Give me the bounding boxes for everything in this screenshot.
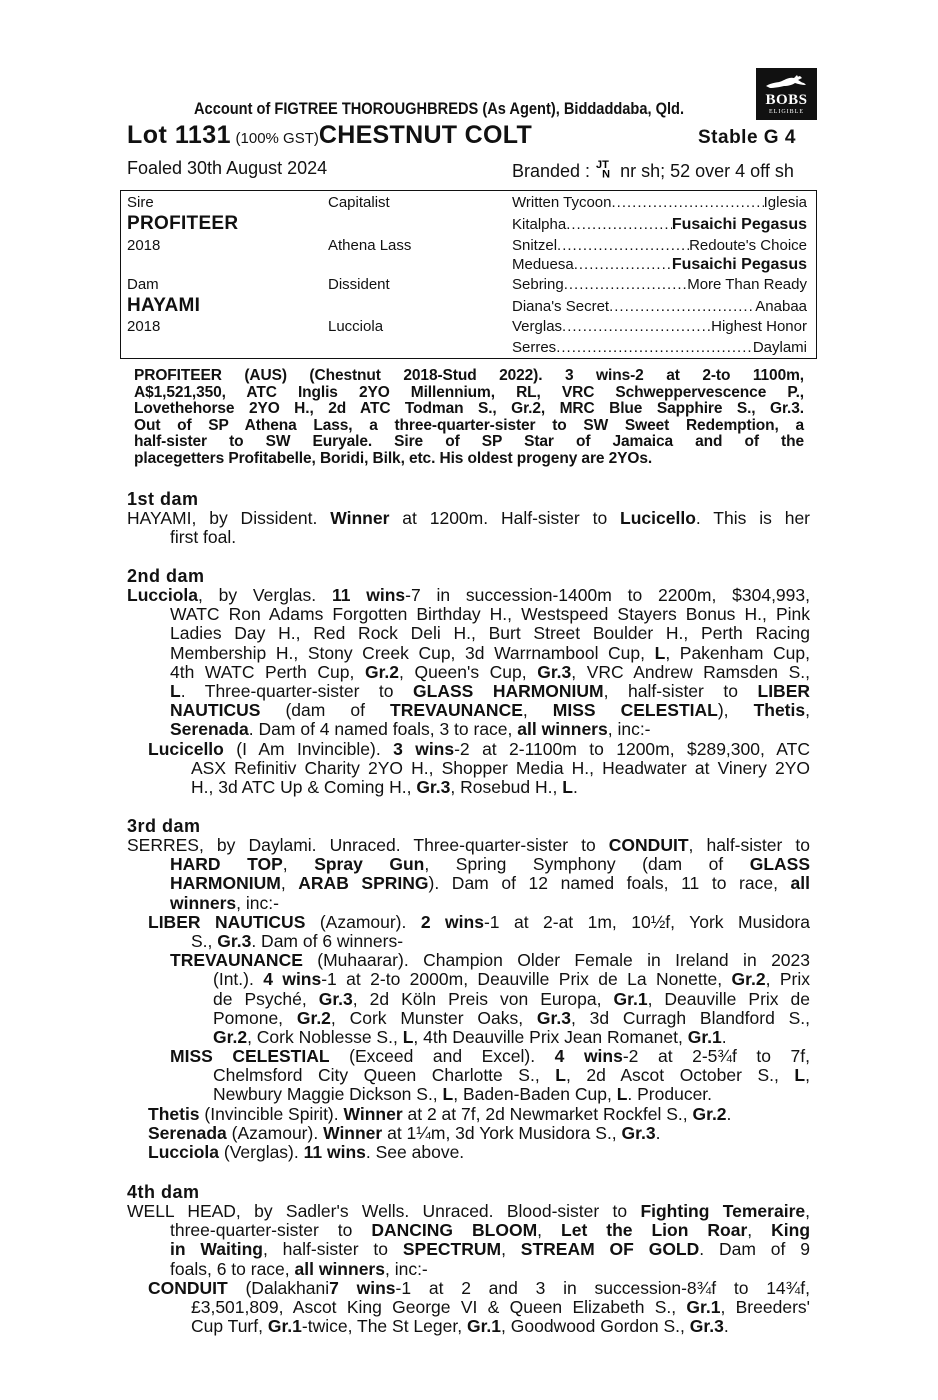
bold-text: Fighting Temeraire: [640, 1201, 806, 1221]
text-fragment: ,: [282, 854, 315, 875]
text-fragment: three-quarter-sister to: [170, 1220, 372, 1241]
text-fragment: (Verglas).: [219, 1142, 304, 1162]
sire-summary-line: Out of SP Athena Lass, a three-quarter-sister to SW Sweet Redemption, a: [134, 416, 804, 434]
text-fragment: HAYAMI, by Dissident.: [127, 508, 331, 528]
bold-text: HARMONIUM: [170, 873, 281, 894]
text-line: [213, 1066, 810, 1085]
grandsire-maternal: Dissident: [328, 276, 390, 293]
text-fragment: foals, 6 to race,: [170, 1258, 295, 1279]
sire-summary-line: PROFITEER (AUS) (Chestnut 2018-Stud 2022). 3 wins-2 at 2-to 1100m,: [134, 367, 804, 384]
ancestor-right: Iglesia: [763, 194, 807, 211]
bold-text: 11 wins: [331, 585, 406, 605]
leader-dots: [556, 339, 753, 356]
text-fragment: -1 at 2-to 2000m, Deauville Prix de La Nonette,: [321, 969, 732, 990]
bold-text: all winners: [294, 1258, 385, 1279]
logo-brand: BOBS: [765, 92, 808, 108]
text-fragment: .: [723, 1316, 729, 1337]
text-line: ASX Refinitiv Charity 2YO H., Shopper Media H., Headwater at Vinery 2YO: [191, 757, 810, 778]
leader-dots: [574, 256, 672, 274]
brand-info: [512, 158, 794, 182]
pedigree-row: [512, 194, 807, 211]
bold-text: NAUTICUS: [170, 700, 261, 721]
bold-text: MISS CELESTIAL: [552, 700, 718, 721]
bold-text: Gr.2: [213, 1026, 248, 1047]
text-fragment: -7 in succession-1400m to 2200m, $304,993,: [405, 585, 810, 605]
ancestor-right: Redoute's Choice: [689, 237, 807, 254]
lot-number: Lot 1131: [127, 121, 232, 149]
grandsire-paternal: Capitalist: [328, 194, 390, 211]
text-fragment: . Dam of 4 named foals, 3 to race,: [248, 719, 518, 740]
sire-summary-line: half-sister to SW Euryale. Sire of SP Star of Jamaica and of the: [134, 433, 804, 450]
text-fragment: . This is her: [695, 508, 811, 528]
bold-text: L: [402, 1026, 414, 1047]
text-line: [213, 990, 810, 1009]
text-line: [170, 951, 810, 970]
text-fragment: , inc:-: [384, 1258, 428, 1279]
text-fragment: , 3d Curragh Blandford S.,: [570, 1007, 811, 1028]
text-fragment: Newbury Maggie Dickson S.,: [213, 1084, 443, 1105]
text-fragment: (I Am Invincible).: [223, 738, 394, 759]
bold-text: all winners: [517, 719, 608, 740]
text-line: [191, 1298, 810, 1317]
text-fragment: . Three-quarter-sister to: [180, 680, 414, 701]
ancestor-left: Kitalpha: [512, 216, 567, 233]
text-fragment: WELL HEAD, by Sadler's Wells. Unraced. Blood-sister to: [127, 1201, 641, 1221]
text-fragment: de Psyché,: [213, 988, 319, 1009]
text-line: [148, 1279, 810, 1298]
bold-text: Winner: [323, 1122, 383, 1143]
text-line: [127, 1085, 810, 1104]
bold-text: TREVAUNANCE: [390, 700, 523, 721]
branded-rest: nr sh; 52 over 4 off sh: [620, 161, 794, 181]
branded-label: Branded :: [512, 161, 591, 181]
text-fragment: Membership H., Stony Creek Cup, 3d Warrnambool Cup,: [170, 642, 655, 663]
bold-text: CONDUIT: [148, 1277, 228, 1298]
pedigree-row: [512, 256, 807, 274]
third-dam-heading: 3rd dam: [127, 816, 201, 836]
leader-dots: [612, 194, 764, 211]
text-line: [170, 855, 810, 874]
text-fragment: , Breeders': [720, 1296, 810, 1317]
bold-text: Lucciola: [148, 1142, 219, 1162]
text-line: [127, 1028, 810, 1047]
text-fragment: S.,: [191, 930, 218, 951]
text-fragment: ). Dam of 12 named foals, 11 to race,: [428, 873, 791, 894]
ancestor-right: Highest Honor: [711, 318, 807, 335]
bold-text: all: [790, 873, 810, 894]
svg-text:N: N: [602, 167, 611, 179]
bold-text: 3 wins: [393, 738, 455, 759]
sire-label: Sire: [127, 194, 154, 211]
bold-text: CONDUIT: [608, 835, 689, 855]
text-fragment: Pomone,: [213, 1007, 297, 1028]
leader-dots: [557, 237, 689, 254]
bold-text: Gr.3: [689, 1316, 724, 1337]
text-fragment: Cup Turf,: [191, 1316, 268, 1337]
bold-text: Winner: [343, 1103, 403, 1124]
text-fragment: -1 at 2-at 1m, 10½f, York Musidora: [483, 911, 810, 932]
sire-summary-line: A$1,521,350, ATC Inglis 2YO Millennium, RL, VRC Schweppervescence P.,: [134, 383, 804, 401]
bold-text: King: [771, 1220, 811, 1241]
logo-sub: ELIGIBLE: [769, 109, 804, 115]
ancestor-left: Diana's Secret: [512, 298, 610, 315]
bold-text: Gr.1: [466, 1316, 502, 1337]
ancestor-left: Verglas: [512, 318, 563, 335]
text-fragment: ,: [805, 1201, 810, 1221]
bold-text: 4 wins: [554, 1046, 623, 1067]
text-fragment: (Azamour).: [226, 1122, 324, 1143]
bold-text: HARD TOP: [170, 854, 283, 875]
third-dam-text: [127, 836, 810, 1162]
bold-text: L: [442, 1084, 454, 1105]
bold-text: TREVAUNANCE: [170, 950, 303, 971]
text-line: [127, 1143, 810, 1162]
sire-name: PROFITEER: [127, 213, 239, 234]
text-line: [127, 1202, 810, 1221]
bold-text: 2 wins: [420, 911, 484, 932]
stable-number: Stable G 4: [698, 127, 796, 148]
bold-text: L: [555, 1065, 566, 1086]
text-fragment: , Baden-Baden Cup,: [453, 1084, 617, 1105]
granddam-maternal: Lucciola: [328, 318, 384, 335]
sire-summary: [134, 368, 804, 467]
text-fragment: ),: [717, 700, 754, 721]
text-fragment: . Dam of 6 winners-: [251, 930, 404, 951]
bold-text: STREAM OF GOLD: [520, 1239, 700, 1260]
jt-brand-icon: [595, 158, 615, 180]
bold-text: Serenada: [148, 1122, 227, 1143]
bold-text: Spray Gun: [314, 854, 425, 875]
text-fragment: (Exceed and Excel).: [329, 1046, 555, 1067]
bold-text: Gr.2: [296, 1007, 331, 1028]
bold-text: Gr.3: [318, 988, 353, 1009]
lot-line: [127, 121, 532, 150]
pedigree-row: [512, 237, 807, 254]
text-line: [127, 1124, 810, 1143]
text-line: [170, 1240, 810, 1259]
bold-text: GLASS: [749, 854, 811, 875]
ancestor-right: Anabaa: [755, 298, 807, 315]
bold-text: Lucicello: [148, 738, 224, 759]
bold-text: L: [654, 642, 666, 663]
bold-text: LIBER: [757, 680, 810, 701]
pedigree-row: [512, 339, 807, 356]
ancestor-right: Daylami: [752, 339, 807, 356]
bold-text: ARAB SPRING: [298, 873, 429, 894]
text-fragment: -twice, The St Leger,: [301, 1316, 467, 1337]
text-fragment: , VRC Andrew Ramsden S.,: [571, 661, 811, 682]
ancestor-left: Serres: [512, 339, 557, 356]
fourth-dam-heading: 4th dam: [127, 1182, 200, 1202]
text-fragment: , inc:-: [607, 719, 651, 740]
bold-text: L: [562, 776, 573, 797]
bold-text: 7 wins: [329, 1277, 396, 1298]
text-line: [127, 720, 810, 739]
bold-text: L: [794, 1065, 806, 1086]
vendor-account: Account of FIGTREE THOROUGHBREDS (As Agent), Biddaddaba, Qld.: [194, 99, 685, 118]
text-line: [148, 740, 810, 759]
first-dam-heading: 1st dam: [127, 489, 199, 509]
text-fragment: , half-sister to: [688, 835, 810, 855]
text-fragment: (dam of: [260, 700, 390, 721]
ancestor-right: Fusaichi Pegasus: [671, 216, 807, 233]
text-line: [170, 682, 810, 701]
text-fragment: £3,501,809, Ascot King George VI & Queen Elizabeth S.,: [191, 1296, 687, 1317]
text-fragment: -1 at 2 and 3 in succession-8¾f to 14¾f,: [395, 1277, 810, 1298]
leader-dots: [566, 216, 672, 234]
ancestor-right: Fusaichi Pegasus: [671, 256, 807, 273]
ancestor-left: Meduesa: [512, 256, 574, 273]
ancestor-left: Written Tycoon: [512, 194, 612, 211]
bold-text: in Waiting: [170, 1239, 263, 1260]
text-fragment: ,: [280, 873, 299, 894]
text-fragment: , Queen's Cup,: [399, 661, 538, 682]
sire-summary-line: Lovethehorse 2YO H., 2d ATC Todman S., Gr.2, MRC Blue Sapphire S., Gr.3.: [134, 400, 804, 417]
bold-text: Gr.1: [267, 1316, 302, 1337]
text-fragment: ,: [522, 700, 553, 721]
horse-icon: [764, 74, 808, 90]
text-fragment: H., 3d ATC Up & Coming H.,: [191, 776, 417, 797]
text-fragment: at 2 at 7f, 2d Newmarket Rockfel S.,: [402, 1103, 693, 1124]
foaled-date: Foaled 30th August 2024: [127, 158, 328, 178]
text-line: [127, 894, 810, 913]
text-line: [170, 1221, 810, 1240]
leader-dots: [562, 318, 711, 335]
text-fragment: at 1200m. Half-sister to: [389, 508, 621, 528]
text-fragment: , inc:-: [236, 892, 279, 913]
granddam-paternal: Athena Lass: [328, 237, 412, 254]
second-dam-text: [127, 586, 810, 797]
text-fragment: ,: [537, 1220, 562, 1241]
bold-text: Serenada: [170, 719, 249, 740]
bold-text: LIBER NAUTICUS: [148, 911, 306, 932]
text-fragment: (Dalakhani: [227, 1277, 330, 1298]
bold-text: SPECTRUM: [402, 1239, 502, 1260]
bold-text: MISS CELESTIAL: [170, 1046, 330, 1067]
bold-text: L: [170, 680, 181, 701]
bold-text: Gr.3: [416, 776, 451, 797]
text-fragment: , 2d Köln Preis von Europa,: [352, 988, 614, 1009]
bold-text: Gr.2: [731, 969, 766, 990]
text-line: [127, 1260, 810, 1279]
text-fragment: , Cork Munster Oaks,: [330, 1007, 537, 1028]
pedigree-row: [512, 216, 807, 234]
text-fragment: . Producer.: [627, 1084, 713, 1105]
text-fragment: -2 at 2-5¾f to 7f,: [622, 1046, 811, 1067]
text-fragment: (Int.).: [213, 969, 264, 990]
bold-text: L: [616, 1084, 628, 1105]
text-fragment: , 4th Deauville Prix Jean Romanet,: [413, 1026, 688, 1047]
text-fragment: , by Verglas.: [198, 585, 332, 605]
text-line: [127, 778, 810, 797]
text-fragment: ,: [805, 1065, 810, 1086]
ancestor-left: Snitzel: [512, 237, 558, 254]
pedigree-table: [120, 190, 817, 359]
bold-text: Gr.3: [536, 1007, 571, 1028]
text-fragment: , Deauville Prix de: [647, 988, 810, 1009]
leader-dots: [564, 276, 688, 293]
lot-title: CHESTNUT COLT: [318, 121, 533, 149]
text-line: [170, 874, 810, 893]
bold-text: DANCING BLOOM: [371, 1220, 538, 1241]
text-fragment: (Azamour).: [305, 911, 421, 932]
text-line: Ladies Day H., Red Rock Deli H., Burt Street Boulder H., Perth Racing: [170, 623, 810, 644]
bold-text: 11 wins: [303, 1142, 366, 1162]
pedigree-row: [512, 298, 807, 315]
text-fragment: .: [655, 1122, 661, 1143]
text-fragment: , 2d Ascot October S.,: [565, 1065, 795, 1086]
dam-label: Dam: [127, 276, 159, 293]
text-fragment: (Muhaarar). Champion Older Female in Ireland in 2023: [302, 950, 810, 971]
text-fragment: , half-sister to: [603, 680, 758, 701]
bold-text: Winner: [330, 508, 390, 528]
text-line: [127, 836, 810, 855]
text-line: [127, 586, 810, 605]
text-fragment: . Dam of 9: [699, 1239, 810, 1260]
bold-text: Thetis: [753, 700, 806, 721]
bold-text: Gr.1: [687, 1026, 722, 1047]
text-fragment: .: [721, 1026, 727, 1047]
text-fragment: , Rosebud H.,: [450, 776, 563, 797]
text-fragment: , Cork Noblesse S.,: [247, 1026, 403, 1047]
text-line: [170, 1047, 810, 1066]
text-fragment: , Pakenham Cup,: [665, 642, 810, 663]
bold-text: Gr.3: [621, 1122, 656, 1143]
text-fragment: , Goodwood Gordon S.,: [501, 1316, 690, 1337]
bold-text: Thetis: [148, 1103, 200, 1124]
bold-text: Lucciola: [127, 585, 198, 605]
text-fragment: ,: [747, 1220, 772, 1241]
first-dam-text: [127, 509, 810, 547]
text-line: [127, 1317, 810, 1336]
text-fragment: , half-sister to: [262, 1239, 403, 1260]
fourth-dam-text: [127, 1202, 810, 1336]
text-fragment: SERRES, by Daylami. Unraced. Three-quarter-sister to: [127, 835, 609, 855]
text-fragment: at 1¼m, 3d York Musidora S.,: [382, 1122, 622, 1143]
text-line: [213, 1009, 810, 1028]
gst-note: (100% GST): [235, 130, 319, 147]
text-line: WATC Ron Adams Forgotten Birthday H., Westspeed Stayers Bonus H., Pink: [170, 604, 810, 625]
text-fragment: . See above.: [365, 1142, 465, 1162]
bold-text: Gr.2: [364, 661, 400, 682]
bold-text: Gr.1: [686, 1296, 721, 1317]
bold-text: GLASS HARMONIUM: [413, 680, 604, 701]
text-fragment: -2 at 2-1100m to 1200m, $289,300, ATC: [454, 738, 810, 759]
pedigree-row: [512, 318, 807, 335]
text-fragment: (Invincible Spirit).: [199, 1103, 344, 1124]
text-line: first foal.: [170, 527, 237, 548]
text-fragment: 4th WATC Perth Cup,: [170, 661, 365, 682]
bold-text: Gr.3: [217, 930, 252, 951]
bold-text: Gr.2: [692, 1103, 727, 1124]
text-line: [127, 509, 810, 528]
text-fragment: , Spring Symphony (dam of: [424, 854, 750, 875]
text-fragment: Chelmsford City Queen Charlotte S.,: [213, 1065, 556, 1086]
second-dam-heading: 2nd dam: [127, 566, 205, 586]
text-line: [127, 1105, 810, 1124]
leader-dots: [609, 298, 755, 315]
text-fragment: ,: [501, 1239, 521, 1260]
text-fragment: , Prix: [765, 969, 810, 990]
text-fragment: .: [572, 776, 578, 797]
bold-text: Lucicello: [620, 508, 696, 528]
text-line: [213, 970, 810, 989]
sire-summary-line: placegetters Profitabelle, Boridi, Bilk, etc. His oldest progeny are 2YOs.: [134, 449, 653, 467]
text-line: [170, 701, 810, 720]
bold-text: Let the Lion Roar: [561, 1220, 748, 1241]
bobs-eligible-logo: [756, 68, 817, 120]
dam-name: HAYAMI: [127, 295, 201, 316]
dam-year: 2018: [127, 318, 161, 335]
ancestor-left: Sebring: [512, 276, 564, 293]
text-line: [170, 644, 810, 663]
bold-text: Gr.1: [613, 988, 648, 1009]
bold-text: Gr.3: [537, 661, 572, 682]
ancestor-right: More Than Ready: [687, 276, 807, 293]
pedigree-row: [512, 276, 807, 293]
bold-text: 4 wins: [263, 969, 322, 990]
text-line: [148, 913, 810, 932]
text-fragment: .: [726, 1103, 732, 1124]
bold-text: winners: [170, 892, 237, 913]
svg-text:JT: JT: [596, 159, 609, 171]
text-fragment: ,: [805, 700, 810, 721]
text-line: [127, 932, 810, 951]
text-line: [170, 663, 810, 682]
sire-year: 2018: [127, 237, 161, 254]
